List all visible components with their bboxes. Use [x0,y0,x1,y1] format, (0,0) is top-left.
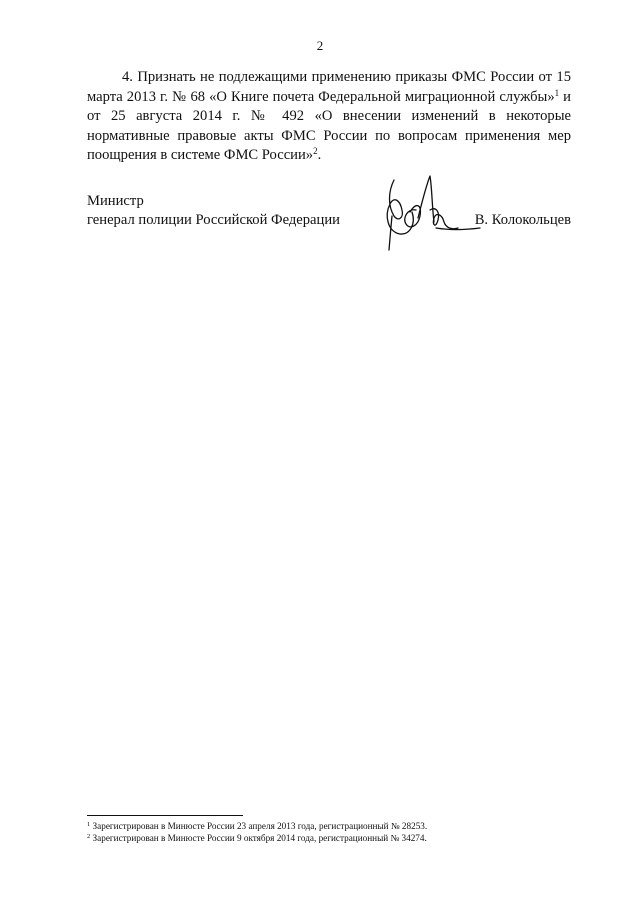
footnote-separator [87,815,243,816]
footnote-text: Зарегистрирован в Минюсте России 23 апреля 2013 года, регистрационный № 28253. [90,821,428,831]
paragraph-text-part-1: 4. Признать не подлежащими применению приказы ФМС России от 15 марта 2013 г. № 68 «О Книге почета Федеральной миграционной службы» [87,69,571,105]
footnote-1 [87,820,587,832]
footnote-marker: 2 [87,833,91,840]
footnotes [87,820,587,844]
handwritten-signature [374,172,484,252]
signer-position: Министр [87,193,144,209]
footnote-ref-1: 1 [554,87,560,98]
paragraph-text-part-2: и от 25 августа 2014 г. № 492 «О внесении изменений в некоторые нормативные правовые акты ФМС России по вопросам применения мер поощрения в системе ФМС России» [87,88,571,163]
signature-block [87,192,571,252]
signer-name: В. Колокольцев [474,212,571,228]
paragraph-text-part-3: . [317,147,322,163]
footnote-text: Зарегистрирован в Минюсте России 9 октября 2014 года, регистрационный № 34274. [90,833,427,843]
footnote-marker: 1 [87,821,91,828]
order-paragraph [87,68,571,166]
page-number: 2 [316,38,324,53]
signer-rank: генерал полиции Российской Федерации [87,212,340,228]
footnote-ref-2: 2 [313,146,318,156]
footnote-2 [87,832,587,844]
